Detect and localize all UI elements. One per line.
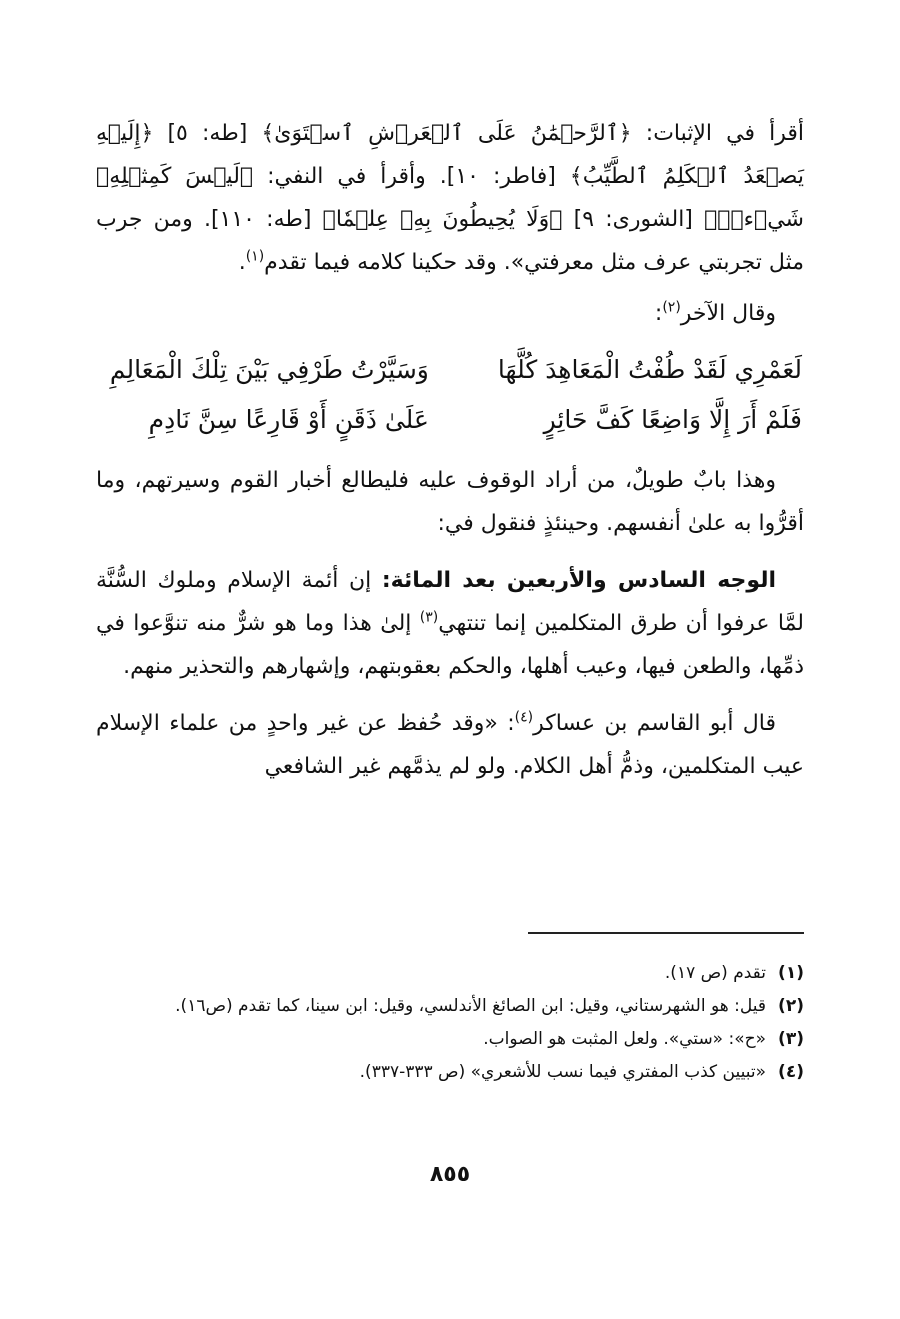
footnote-ref-1[interactable]: (١) — [245, 248, 265, 265]
footnote-number: (٢) — [778, 996, 804, 1016]
footnote-text: «تبيين كذب المفتري فيما نسب للأشعري» (ص ٣٣٣-٣٣٧). — [359, 1062, 766, 1082]
paragraph-1-text: أقرأ في الإثبات: ﴿ٱلرَّحۡمَٰنُ عَلَى ٱلۡعَرۡشِ ٱسۡتَوَىٰ﴾ [طه: ٥] ﴿إِلَيۡهِ يَصۡعَدُ ٱلۡكَلِمُ ٱلطَّيِّبُ﴾ [فاطر: ١٠]. وأقرأ في النفي: ﴿لَيۡسَ كَمِثۡلِهِۦ شَيۡءٞۖ﴾ [الشورى: ٩] ﴿وَلَا يُحِيطُونَ بِهِۦ عِلۡمٗا﴾ [طه: ١١٠]. ومن جرب مثل تجربتي عرف مثل معرفتي». وقد حكينا كلامه فيما تقدم — [96, 121, 804, 275]
poem-intro-text: وقال الآخر — [680, 301, 776, 326]
footnote-separator — [528, 932, 804, 934]
poem-hemistich: لَعَمْرِي لَقَدْ طُفْتُ الْمَعَاهِدَ كُلَّهَا — [497, 355, 802, 384]
paragraph-4-text-a: قال أبو القاسم بن عساكر — [533, 711, 776, 736]
footnote-text: تقدم (ص ١٧). — [664, 963, 766, 983]
paragraph-3-text-b: إلىٰ هذا وما هو شرٌّ منه تنوَّعوا في ذمِّها، والطعن فيها، وعيب أهلها، والحكم بعقوبتهم، وإشهارهم والتحذير منهم. — [96, 611, 804, 679]
footnote-item — [96, 1023, 804, 1056]
document-page — [96, 112, 804, 1279]
paragraph-1-end: . — [238, 250, 246, 275]
footnote-number: (٣) — [778, 1029, 804, 1049]
poem-hemistich: فَلَمْ أَرَ إِلَّا وَاضِعًا كَفَّ حَائِرٍ — [543, 405, 802, 434]
main-text — [96, 112, 804, 788]
footnote-item — [96, 957, 804, 990]
poem-line-1 — [96, 345, 804, 395]
poem-intro — [96, 292, 804, 335]
footnote-ref-4[interactable]: (٤) — [514, 709, 534, 726]
footnote-ref-2[interactable]: (٢) — [662, 299, 681, 316]
paragraph-3-text-a: إن أئمة الإسلام وملوك السُّنَّة لمَّا عرفوا أن طرق المتكلمين إنما تنتهي — [96, 568, 804, 636]
footnote-ref-3[interactable]: (٣) — [419, 609, 439, 626]
paragraph-long-chapter: وهذا بابٌ طويلٌ، من أراد الوقوف عليه فليطالع أخبار القوم وسيرتهم، وما أقرُّوا به علىٰ أنفسهم. وحينئذٍ فنقول في: — [96, 468, 804, 536]
poem — [96, 345, 804, 445]
page-number: ٨٥٥ — [429, 1162, 471, 1187]
footnote-item — [96, 1056, 804, 1089]
poem-line-2 — [96, 395, 804, 445]
footnote-number: (١) — [778, 963, 804, 983]
poem-intro-end: : — [654, 301, 663, 326]
section-heading: الوجه السادس والأربعين بعد المائة: — [381, 568, 777, 593]
footnote-number: (٤) — [778, 1062, 804, 1082]
poem-hemistich: عَلَىٰ ذَقَنٍ أَوْ قَارِعًا سِنَّ نَادِمِ — [148, 405, 429, 434]
paragraph-quran-verses — [96, 112, 804, 284]
footnote-item — [96, 990, 804, 1023]
footnote-text: «ح»: «ستي». ولعل المثبت هو الصواب. — [483, 1029, 766, 1049]
footnotes — [96, 957, 804, 1089]
poem-hemistich: وَسَيَّرْتُ طَرْفِي بَيْنَ تِلْكَ الْمَعَالِمِ — [109, 355, 429, 384]
paragraph-ibn-asakir — [96, 702, 804, 788]
paragraph-4-text-b: : «وقد حُفظ عن غير واحدٍ من علماء الإسلام عيب المتكلمين، وذمُّ أهل الكلام. ولو لم يذمَّهم غير الشافعي — [96, 711, 804, 779]
footnote-text: قيل: هو الشهرستاني، وقيل: ابن الصائغ الأندلسي، وقيل: ابن سينا، كما تقدم (ص١٦). — [175, 996, 766, 1016]
paragraph-aspect-146 — [96, 559, 804, 688]
